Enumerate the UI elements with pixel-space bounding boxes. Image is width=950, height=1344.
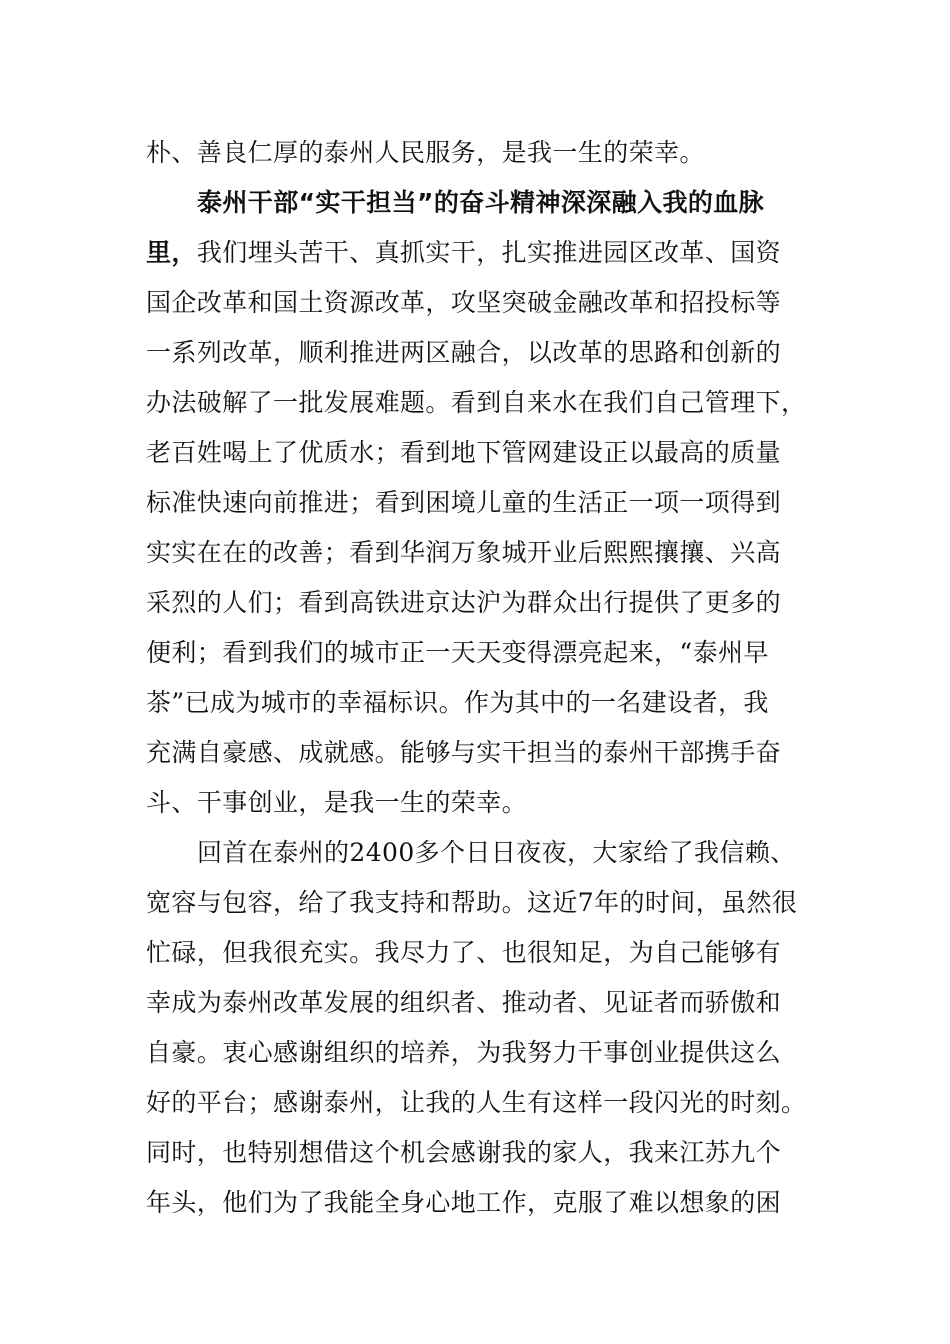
text-line-6: 老百姓喝上了优质水；看到地下管网建设正以最高的质量 [146, 438, 782, 467]
text-line-16: 忙碌，但我很充实。我尽力了、也很知足，为自己能够有 [146, 938, 782, 967]
bold-heading-line-1: 泰州干部“实干担当”的奋斗精神深深融入我的血脉 [197, 188, 765, 217]
text-line-1: 朴、善良仁厚的泰州人民服务，是我一生的荣幸。 [146, 138, 705, 167]
text-line-19: 好的平台；感谢泰州，让我的人生有这样一段闪光的时刻。 [146, 1088, 807, 1117]
text-line-15: 宽容与包容，给了我支持和帮助。这近7年的时间，虽然很 [146, 888, 798, 917]
text-line-18: 自豪。衷心感谢组织的培养，为我努力干事创业提供这么 [146, 1038, 782, 1067]
text-line-17: 幸成为泰州改革发展的组织者、推动者、见证者而骄傲和 [146, 988, 782, 1017]
text-line-21: 年头，他们为了我能全身心地工作，克服了难以想象的困 [146, 1188, 782, 1217]
text-line-4: 一系列改革，顺利推进两区融合，以改革的思路和创新的 [146, 338, 782, 367]
text-line-14: 回首在泰州的2400多个日日夜夜，大家给了我信赖、 [197, 838, 796, 867]
text-line-5: 办法破解了一批发展难题。看到自来水在我们自己管理下， [146, 388, 807, 417]
text-line-11: 茶”已成为城市的幸福标识。作为其中的一名建设者，我 [146, 688, 769, 717]
text-line-10: 便利；看到我们的城市正一天天变得漂亮起来，“泰州早 [146, 638, 769, 667]
text-line-8: 实实在在的改善；看到华润万象城开业后熙熙攘攘、兴高 [146, 538, 782, 567]
text-line-20: 同时，也特别想借这个机会感谢我的家人，我来江苏九个 [146, 1138, 782, 1167]
text-line-9: 采烈的人们；看到高铁进京达沪为群众出行提供了更多的 [146, 588, 782, 617]
text-line-7: 标准快速向前推进；看到困境儿童的生活正一项一项得到 [146, 488, 782, 517]
text-line-3: 国企改革和国土资源改革，攻坚突破金融改革和招投标等 [146, 288, 782, 317]
text-line-13: 斗、干事创业，是我一生的荣幸。 [146, 788, 528, 817]
text-line-12: 充满自豪感、成就感。能够与实干担当的泰州干部携手奋 [146, 738, 782, 767]
text-line-2-rest: 我们埋头苦干、真抓实干，扎实推进园区改革、国资 [196, 238, 782, 267]
text-line-2 [146, 236, 806, 270]
bold-heading-end: 里， [146, 238, 197, 267]
